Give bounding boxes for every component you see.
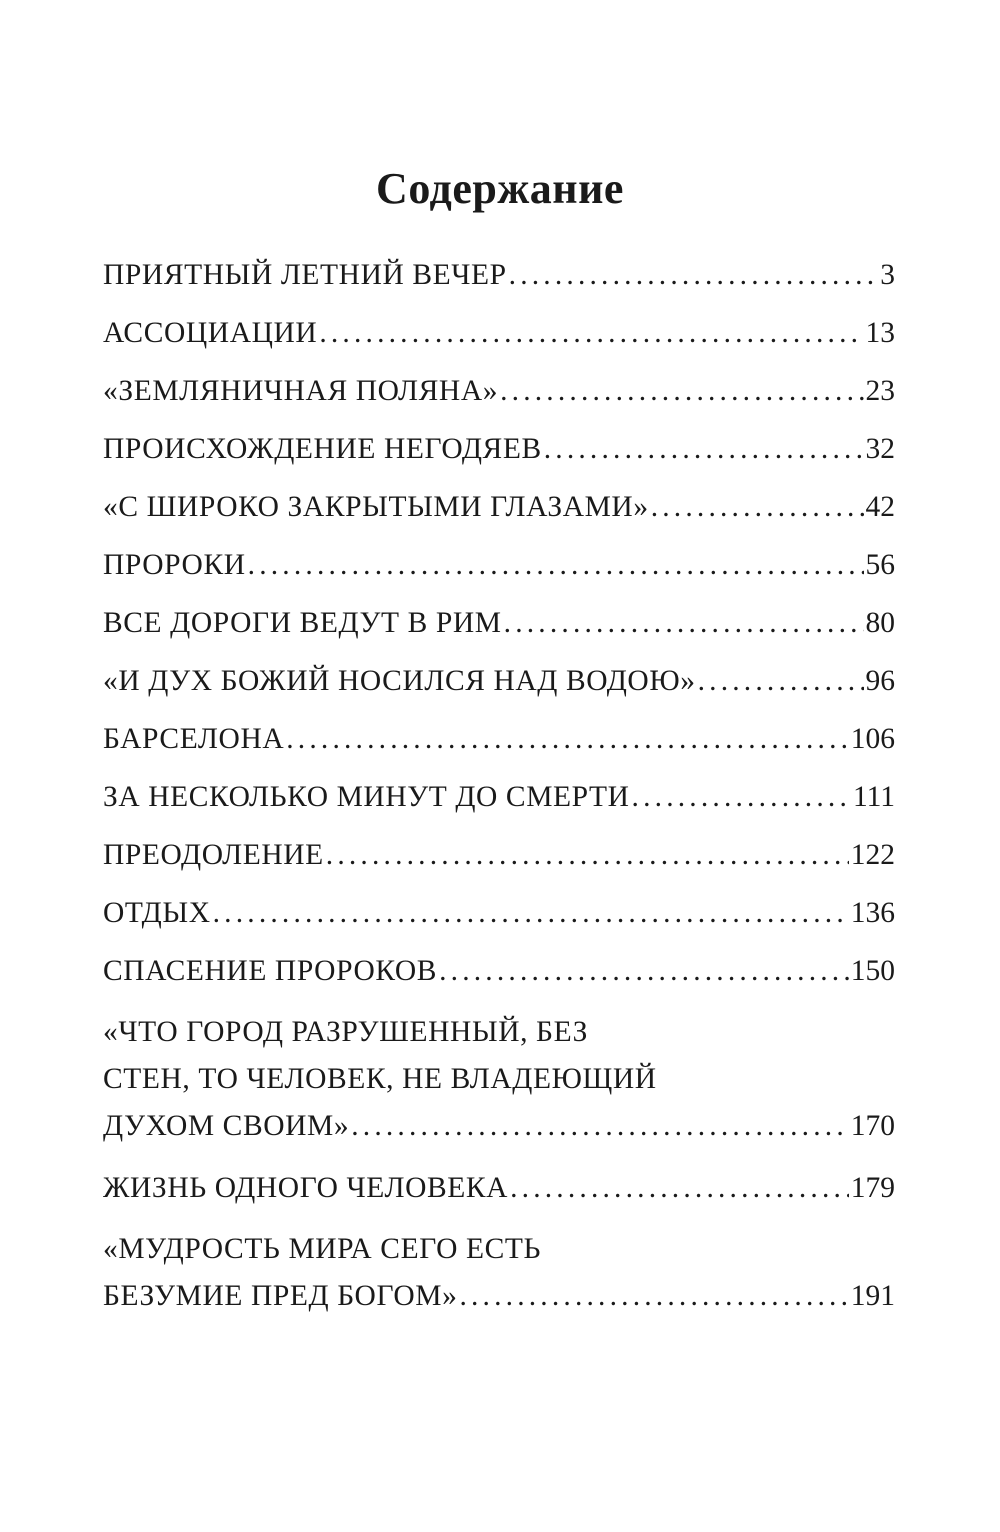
toc-entry-title: АССОЦИАЦИИ (103, 317, 318, 349)
toc-entry[interactable] (103, 951, 895, 991)
toc-entry-line (103, 255, 895, 295)
toc-entry[interactable] (103, 313, 895, 353)
toc-entry-line (103, 893, 895, 933)
toc-entry-title: БЕЗУМИЕ ПРЕД БОГОМ» (103, 1280, 458, 1312)
toc-page-number: 179 (850, 1172, 895, 1204)
toc-entry-line (103, 487, 895, 527)
table-of-contents (103, 255, 895, 1338)
toc-entry-title: ОТДЫХ (103, 897, 211, 929)
toc-entry-line (103, 835, 895, 875)
toc-page-number: 122 (850, 839, 895, 871)
toc-entry[interactable] (103, 1168, 895, 1208)
toc-entry[interactable] (103, 661, 895, 701)
toc-entry-title-line: «ЧТО ГОРОД РАЗРУШЕННЫЙ, БЕЗ (103, 1016, 588, 1048)
toc-page-number: 56 (865, 549, 895, 581)
dot-leader (459, 1273, 848, 1320)
toc-page-number: 150 (850, 955, 895, 987)
dot-leader (632, 777, 851, 817)
toc-entry[interactable] (103, 487, 895, 527)
toc-entry-title: ЖИЗНЬ ОДНОГО ЧЕЛОВЕКА (103, 1172, 509, 1204)
toc-entry-title: «ЗЕМЛЯНИЧНАЯ ПОЛЯНА» (103, 375, 499, 407)
toc-page-number: 191 (850, 1280, 895, 1312)
toc-entry-title: ВСЕ ДОРОГИ ВЕДУТ В РИМ (103, 607, 502, 639)
toc-entry-line (103, 545, 895, 585)
dot-leader (510, 1168, 849, 1208)
dot-leader (248, 545, 864, 585)
toc-entry-title: ПРИЯТНЫЙ ЛЕТНИЙ ВЕЧЕР (103, 259, 507, 291)
toc-page-number: 3 (880, 259, 895, 291)
toc-page-number: 96 (865, 665, 895, 697)
toc-entry[interactable] (103, 1226, 895, 1320)
toc-entry-title: БАРСЕЛОНА (103, 723, 285, 755)
dot-leader (544, 429, 864, 469)
toc-page-number: 170 (850, 1110, 895, 1142)
toc-entry-line (103, 313, 895, 353)
dot-leader (509, 255, 879, 295)
toc-entry-title-line: «МУДРОСТЬ МИРА СЕГО ЕСТЬ (103, 1233, 542, 1265)
page-title: Содержание (376, 164, 624, 214)
toc-entry-line (103, 1103, 895, 1150)
dot-leader (500, 371, 863, 411)
toc-page-number: 111 (852, 781, 895, 813)
toc-page-number: 32 (865, 433, 895, 465)
dot-leader (213, 893, 849, 933)
toc-entry-line (103, 603, 895, 643)
toc-entry-title: ЗА НЕСКОЛЬКО МИНУТ ДО СМЕРТИ (103, 781, 630, 813)
toc-page-number: 23 (865, 375, 895, 407)
toc-entry[interactable] (103, 893, 895, 933)
toc-entry-line (103, 719, 895, 759)
toc-entry[interactable] (103, 603, 895, 643)
toc-entry-title: СПАСЕНИЕ ПРОРОКОВ (103, 955, 438, 987)
toc-entry-line (103, 429, 895, 469)
toc-entry[interactable] (103, 777, 895, 817)
toc-page-number: 106 (850, 723, 895, 755)
toc-entry[interactable] (103, 1009, 895, 1150)
toc-entry-line (103, 951, 895, 991)
toc-entry-line (103, 1273, 895, 1320)
toc-entry-title: ПРОИСХОЖДЕНИЕ НЕГОДЯЕВ (103, 433, 542, 465)
toc-entry-line (103, 661, 895, 701)
toc-page-number: 80 (865, 607, 895, 639)
dot-leader (326, 835, 849, 875)
toc-entry-title: «И ДУХ БОЖИЙ НОСИЛСЯ НАД ВОДОЮ» (103, 665, 696, 697)
toc-page-number: 42 (865, 491, 895, 523)
toc-page-number: 13 (865, 317, 895, 349)
toc-entry-title: ПРОРОКИ (103, 549, 246, 581)
toc-entry[interactable] (103, 255, 895, 295)
toc-entry-title: ПРЕОДОЛЕНИЕ (103, 839, 324, 871)
dot-leader (439, 951, 849, 991)
toc-entry-line (103, 777, 895, 817)
dot-leader (698, 661, 864, 701)
toc-entry[interactable] (103, 545, 895, 585)
toc-entry-line (103, 1168, 895, 1208)
dot-leader (351, 1103, 849, 1150)
dot-leader (286, 719, 849, 759)
toc-entry[interactable] (103, 371, 895, 411)
toc-page-number: 136 (850, 897, 895, 929)
dot-leader (504, 603, 864, 643)
toc-entry[interactable] (103, 719, 895, 759)
dot-leader (319, 313, 863, 353)
dot-leader (651, 487, 864, 527)
toc-entry[interactable] (103, 835, 895, 875)
toc-entry-line (103, 371, 895, 411)
toc-entry-title-line: СТЕН, ТО ЧЕЛОВЕК, НЕ ВЛАДЕЮЩИЙ (103, 1063, 657, 1095)
toc-entry-title: ДУХОМ СВОИМ» (103, 1110, 350, 1142)
toc-entry-title: «С ШИРОКО ЗАКРЫТЫМИ ГЛАЗАМИ» (103, 491, 649, 523)
toc-entry[interactable] (103, 429, 895, 469)
